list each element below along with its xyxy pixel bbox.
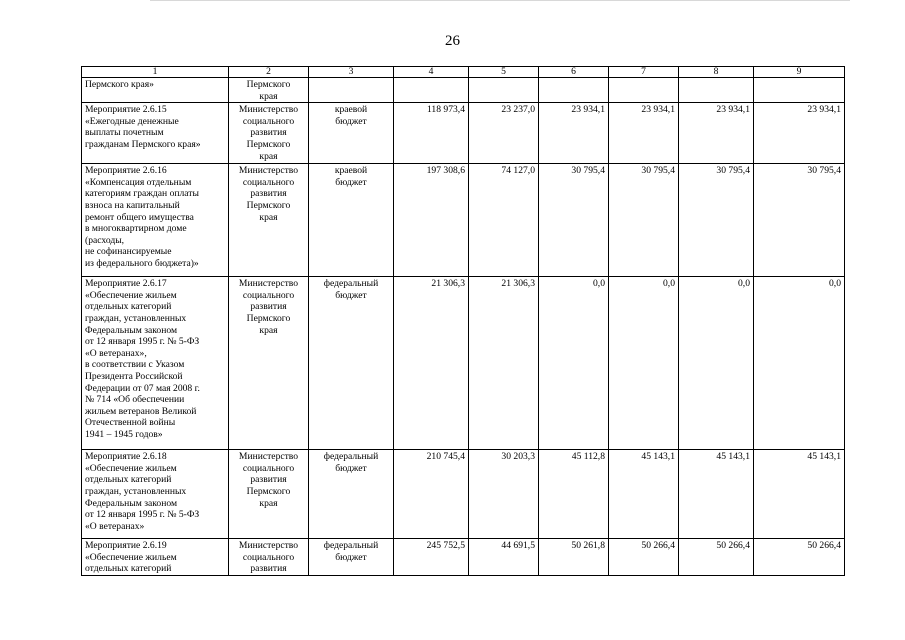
amount-cell: 21 306,3 (469, 277, 539, 450)
measure-name-cell: Мероприятие 2.6.15 «Ежегодные денежные выплаты почетным гражданам Пермского края» (82, 103, 229, 164)
amount-cell: 118 973,4 (394, 103, 469, 164)
amount-cell (469, 78, 539, 103)
amount-cell: 45 112,8 (539, 450, 609, 539)
table-header-row (82, 67, 845, 78)
amount-cell: 45 143,1 (679, 450, 754, 539)
amount-cell: 245 752,5 (394, 539, 469, 576)
amount-cell: 30 795,4 (679, 164, 754, 277)
amount-cell (679, 78, 754, 103)
scan-top-edge (150, 0, 850, 1)
amount-cell: 197 308,6 (394, 164, 469, 277)
amount-cell: 30 795,4 (539, 164, 609, 277)
amount-cell: 74 127,0 (469, 164, 539, 277)
measure-name-cell: Мероприятие 2.6.16 «Компенсация отдельным категориям граждан оплаты взноса на капитальный ремонт общего имущества в многоквартирном доме (расходы, не софинансируемые из федерального бюджета)» (82, 164, 229, 277)
amount-cell: 23 934,1 (539, 103, 609, 164)
funding-source-cell: федеральный бюджет (309, 277, 394, 450)
funding-source-cell: краевой бюджет (309, 164, 394, 277)
funding-source-cell: федеральный бюджет (309, 539, 394, 576)
amount-cell: 23 934,1 (754, 103, 845, 164)
column-number: 9 (754, 67, 845, 78)
table-row (82, 277, 845, 450)
amount-cell (394, 78, 469, 103)
table-row (82, 539, 845, 576)
amount-cell: 30 203,3 (469, 450, 539, 539)
amount-cell (754, 78, 845, 103)
column-number: 5 (469, 67, 539, 78)
table-row (82, 103, 845, 164)
amount-cell: 0,0 (609, 277, 679, 450)
amount-cell: 30 795,4 (609, 164, 679, 277)
column-number: 2 (229, 67, 309, 78)
column-number: 3 (309, 67, 394, 78)
amount-cell: 21 306,3 (394, 277, 469, 450)
measure-name-cell: Мероприятие 2.6.17 «Обеспечение жильем отдельных категорий граждан, установленных Федеральным законом от 12 января 1995 г. № 5-ФЗ «О ветеранах», в соответствии с Указом Президента Российской Федерации от 07 мая 2008 г. № 714 «Об обеспечении жильем ветеранов Великой Отечественной войны 1941 – 1945 годов» (82, 277, 229, 450)
amount-cell: 23 934,1 (679, 103, 754, 164)
budget-table (81, 66, 845, 576)
column-number: 1 (82, 67, 229, 78)
amount-cell: 23 934,1 (609, 103, 679, 164)
executor-cell: Министерство социального развития Пермского края (229, 450, 309, 539)
amount-cell: 30 795,4 (754, 164, 845, 277)
amount-cell: 210 745,4 (394, 450, 469, 539)
executor-cell: Министерство социального развития Пермского края (229, 164, 309, 277)
amount-cell: 23 237,0 (469, 103, 539, 164)
amount-cell: 50 266,4 (754, 539, 845, 576)
funding-source-cell: федеральный бюджет (309, 450, 394, 539)
amount-cell: 44 691,5 (469, 539, 539, 576)
funding-source-cell: краевой бюджет (309, 103, 394, 164)
measure-name-cell: Пермского края» (82, 78, 229, 103)
amount-cell: 0,0 (679, 277, 754, 450)
amount-cell: 0,0 (539, 277, 609, 450)
funding-source-cell (309, 78, 394, 103)
amount-cell: 50 266,4 (609, 539, 679, 576)
amount-cell (609, 78, 679, 103)
executor-cell: Министерство социального развития (229, 539, 309, 576)
amount-cell: 50 261,8 (539, 539, 609, 576)
table-row (82, 164, 845, 277)
executor-cell: Министерство социального развития Пермского края (229, 103, 309, 164)
table-row (82, 450, 845, 539)
amount-cell: 0,0 (754, 277, 845, 450)
column-number: 8 (679, 67, 754, 78)
page-number: 26 (445, 33, 460, 49)
measure-name-cell: Мероприятие 2.6.18 «Обеспечение жильем отдельных категорий граждан, установленных Федеральным законом от 12 января 1995 г. № 5-ФЗ «О ветеранах» (82, 450, 229, 539)
table-row (82, 78, 845, 103)
executor-cell: Пермского края (229, 78, 309, 103)
column-number: 6 (539, 67, 609, 78)
column-number: 7 (609, 67, 679, 78)
column-number: 4 (394, 67, 469, 78)
executor-cell: Министерство социального развития Пермского края (229, 277, 309, 450)
amount-cell: 45 143,1 (609, 450, 679, 539)
amount-cell: 50 266,4 (679, 539, 754, 576)
amount-cell (539, 78, 609, 103)
measure-name-cell: Мероприятие 2.6.19 «Обеспечение жильем отдельных категорий (82, 539, 229, 576)
amount-cell: 45 143,1 (754, 450, 845, 539)
